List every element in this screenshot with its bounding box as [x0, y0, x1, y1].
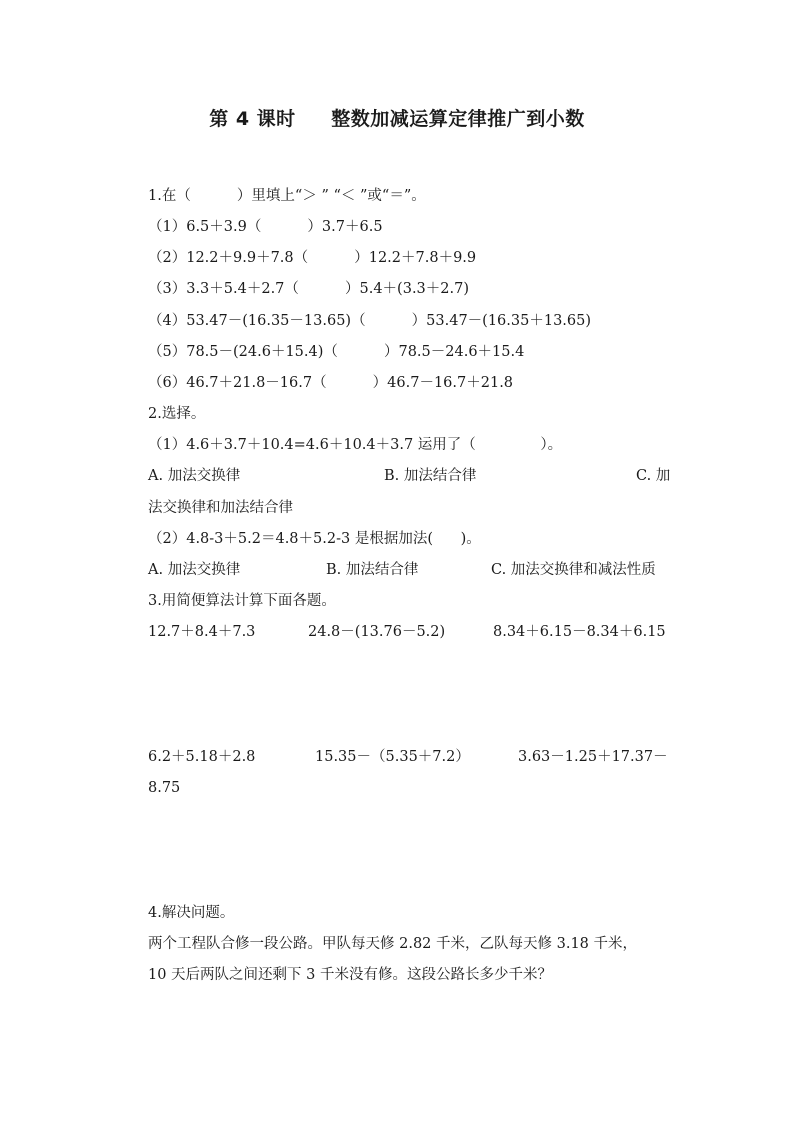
- q3-expr-6: 3.63－1.25＋17.37－: [518, 749, 668, 765]
- q2-2-option-c: C. 加法交换律和减法性质: [491, 562, 656, 578]
- q3-expr-5: 15.35－（5.35＋7.2）: [315, 749, 470, 765]
- q3-expr-1: 12.7＋8.4＋7.3: [148, 624, 256, 640]
- q2-1-option-c-cont: 法交换律和加法结合律: [148, 500, 293, 516]
- q2-1-option-a: A. 加法交换律: [148, 468, 241, 484]
- q2-1-option-b: B. 加法结合律: [384, 468, 477, 484]
- q3-expr-6-cont: 8.75: [148, 780, 181, 796]
- q3-expr-2: 24.8－(13.76－5.2): [308, 624, 446, 640]
- q1-heading: 1.在（ ）里填上“＞ ” “＜ ”或“＝”。: [148, 188, 426, 204]
- q2-heading: 2.选择。: [148, 406, 206, 422]
- q3-heading: 3.用简便算法计算下面各题。: [148, 593, 336, 609]
- q4-heading: 4.解决问题。: [148, 905, 235, 921]
- q1-item-6: （6）46.7＋21.8－16.7（ ）46.7－16.7＋21.8: [148, 375, 514, 391]
- page-title: 第 4 课时 整数加减运算定律推广到小数: [209, 108, 585, 130]
- q4-text-2: 10 天后两队之间还剩下 3 千米没有修。这段公路长多少千米？: [148, 967, 553, 983]
- q1-item-4: （4）53.47－(16.35－13.65)（ ）53.47－(16.35＋13.65): [148, 313, 592, 329]
- q3-expr-4: 6.2＋5.18＋2.8: [148, 749, 256, 765]
- q1-item-1: （1）6.5＋3.9（ ）3.7＋6.5: [148, 219, 383, 235]
- q2-1-option-c: C. 加: [636, 468, 671, 484]
- q1-item-5: （5）78.5－(24.6＋15.4)（ ）78.5－24.6＋15.4: [148, 344, 525, 360]
- q1-item-2: （2）12.2＋9.9＋7.8（ ）12.2＋7.8＋9.9: [148, 250, 477, 266]
- q3-expr-3: 8.34＋6.15－8.34＋6.15: [493, 624, 666, 640]
- q2-2-option-a: A. 加法交换律: [148, 562, 241, 578]
- q4-text-1: 两个工程队合修一段公路。甲队每天修 2.82 千米，乙队每天修 3.18 千米，: [148, 936, 638, 952]
- q1-item-3: （3）3.3＋5.4＋2.7（ ）5.4＋(3.3＋2.7): [148, 281, 469, 297]
- q2-2-option-b: B. 加法结合律: [326, 562, 419, 578]
- q2-2-stem: （2）4.8-3＋5.2＝4.8＋5.2-3 是根据加法( )。: [148, 531, 481, 547]
- q2-1-stem: （1）4.6＋3.7＋10.4=4.6＋10.4＋3.7 运用了（ ）。: [148, 437, 563, 453]
